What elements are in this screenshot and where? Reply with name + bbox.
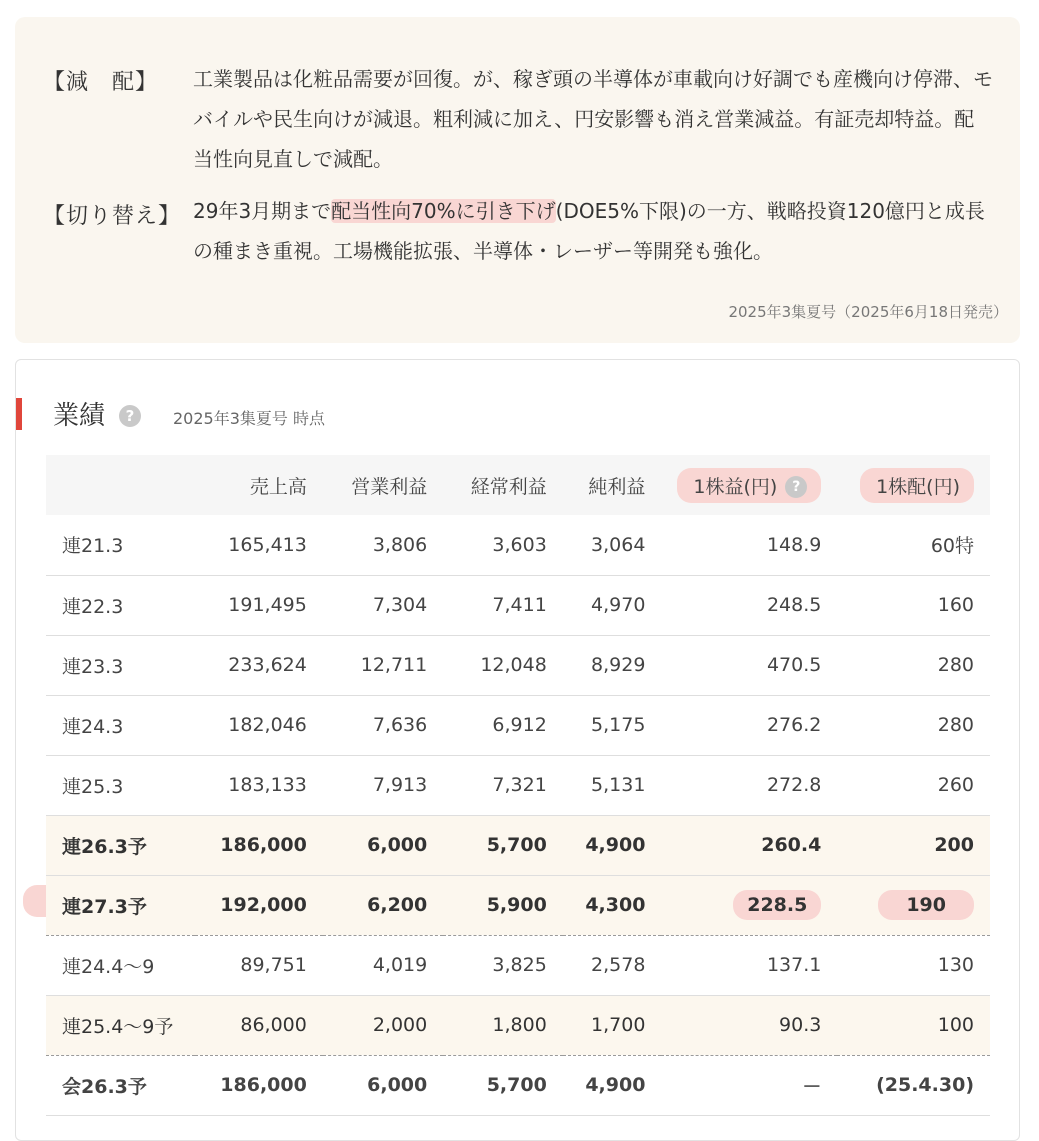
sales-cell: 192,000 — [220, 894, 307, 916]
section-title — [53, 395, 135, 432]
table-header-row — [46, 455, 990, 515]
operating-profit-cell: 3,806 — [372, 533, 428, 556]
eps-cell — [661, 875, 837, 935]
commentary-text-before: 29年3月期まで — [193, 199, 332, 223]
eps-cell: 470.5 — [766, 654, 822, 676]
operating-profit-cell: 2,000 — [372, 1014, 428, 1036]
sales-cell: 186,000 — [220, 834, 307, 856]
net-profit-cell: 4,970 — [591, 594, 646, 616]
net-profit-cell: 5,131 — [591, 774, 646, 796]
period-cell: 連25.3 — [62, 775, 124, 798]
eps-cell: 148.9 — [766, 533, 822, 556]
col-header-sales: 売上高 — [249, 475, 307, 498]
operating-profit-cell: 7,913 — [372, 774, 428, 796]
table-row — [46, 695, 990, 755]
eps-cell: 248.5 — [766, 594, 822, 616]
eps-cell: 90.3 — [779, 1014, 822, 1036]
sales-cell: 233,624 — [228, 654, 307, 676]
col-header-dps-label: 1株配(円) — [860, 468, 974, 503]
as-of-label: 2025年3集夏号 時点 — [173, 409, 325, 428]
net-profit-cell: 8,929 — [591, 654, 646, 676]
sales-cell: 186,000 — [220, 1074, 307, 1096]
operating-profit-cell: 12,711 — [360, 654, 428, 676]
table-row — [46, 755, 990, 815]
table-row — [46, 515, 990, 575]
dps-cell: 280 — [937, 714, 974, 736]
ordinary-profit-cell: 12,048 — [480, 654, 547, 676]
commentary-label: 【減 配】 — [43, 70, 159, 95]
dps-cell: (25.4.30) — [876, 1074, 974, 1096]
period-cell: 連25.4〜9予 — [62, 1015, 174, 1038]
net-profit-cell: 2,578 — [591, 954, 646, 976]
help-icon[interactable]: ? — [785, 476, 807, 498]
net-profit-cell: 5,175 — [591, 714, 646, 736]
table-row — [46, 575, 990, 635]
col-header-operating-profit: 営業利益 — [351, 475, 428, 498]
dps-cell: 280 — [937, 654, 974, 676]
commentary-text: 工業製品は化粧品需要が回復。が、稼ぎ頭の半導体が車載向け好調でも産機向け停滞、モバイルや民生向けが減退。粗利減に加え、円安影響も消え営業減益。有証売却特益。配当性向見直しで減配。 — [193, 67, 993, 171]
ordinary-profit-cell: 5,700 — [486, 1074, 547, 1096]
commentary-label: 【切り替え】 — [43, 204, 182, 229]
net-profit-cell: 4,900 — [585, 834, 646, 856]
eps-cell: 260.4 — [761, 834, 822, 856]
eps-cell: 137.1 — [766, 954, 822, 976]
operating-profit-cell: 7,636 — [372, 714, 428, 736]
ordinary-profit-cell: 5,900 — [486, 894, 547, 916]
period-cell: 連24.4〜9 — [62, 955, 155, 978]
period-cell: 会26.3予 — [62, 1075, 147, 1098]
operating-profit-cell: 6,000 — [367, 834, 428, 856]
net-profit-cell: 3,064 — [591, 533, 646, 556]
commentary-box — [15, 17, 1020, 343]
ordinary-profit-cell: 7,411 — [492, 594, 547, 616]
table-row-forecast — [46, 875, 990, 935]
eps-cell: 276.2 — [766, 714, 822, 736]
performance-table — [46, 455, 990, 1116]
operating-profit-cell: 6,000 — [367, 1074, 428, 1096]
dps-cell: 100 — [937, 1014, 974, 1036]
performance-card — [15, 359, 1020, 1141]
eps-cell: 272.8 — [766, 774, 822, 796]
ordinary-profit-cell: 5,700 — [486, 834, 547, 856]
period-cell: 連24.3 — [62, 715, 124, 738]
dps-cell — [837, 875, 990, 935]
dps-cell: 60特 — [930, 535, 974, 558]
dps-cell: 200 — [934, 834, 974, 856]
period-cell: 連22.3 — [62, 595, 124, 618]
highlighted-dps: 190 — [878, 890, 974, 920]
period-cell: 連27.3予 — [62, 895, 147, 918]
table-row — [46, 635, 990, 695]
period-cell: 連23.3 — [62, 655, 124, 678]
operating-profit-cell: 6,200 — [367, 894, 428, 916]
sales-cell: 183,133 — [228, 774, 307, 796]
commentary-text-after: (DOE5%下限)の一方、戦略投資120億円と成長の種まき重視。工場機能拡張、半導体・レーザー等開発も強化。 — [193, 199, 985, 263]
sales-cell: 182,046 — [228, 714, 307, 736]
section-title-text: 業績 — [53, 401, 106, 431]
dps-cell: 260 — [937, 774, 974, 796]
sales-cell: 191,495 — [228, 594, 307, 616]
ordinary-profit-cell: 3,603 — [492, 533, 547, 556]
ordinary-profit-cell: 3,825 — [492, 954, 547, 976]
operating-profit-cell: 7,304 — [372, 594, 428, 616]
dps-cell: 160 — [937, 594, 974, 616]
ordinary-profit-cell: 1,800 — [492, 1014, 547, 1036]
commentary-text — [193, 191, 993, 271]
highlighted-text: 配当性向70%に引き下げ — [331, 199, 556, 223]
help-icon[interactable]: ? — [119, 405, 141, 427]
sales-cell: 89,751 — [240, 954, 307, 976]
col-header-eps — [661, 455, 837, 515]
col-header-eps-label: 1株益(円) — [693, 475, 778, 498]
dps-cell: 130 — [937, 954, 974, 976]
col-header-ordinary-profit: 経常利益 — [470, 475, 547, 498]
ordinary-profit-cell: 7,321 — [492, 774, 547, 796]
period-cell: 連21.3 — [62, 535, 124, 558]
sales-cell: 165,413 — [228, 533, 307, 556]
col-header-net-profit: 純利益 — [588, 475, 646, 498]
ordinary-profit-cell: 6,912 — [492, 714, 547, 736]
col-header — [46, 455, 195, 515]
eps-cell: － — [802, 1075, 822, 1098]
operating-profit-cell: 4,019 — [372, 954, 428, 976]
period-cell: 連26.3予 — [62, 835, 147, 858]
highlighted-eps: 228.5 — [733, 890, 821, 920]
table-row-company-forecast — [46, 1055, 990, 1115]
col-header-dps — [837, 455, 990, 515]
table-row-forecast — [46, 815, 990, 875]
net-profit-cell: 4,300 — [585, 894, 646, 916]
table-row-forecast — [46, 995, 990, 1055]
net-profit-cell: 1,700 — [591, 1014, 646, 1036]
title-accent-bar — [16, 398, 22, 430]
table-row — [46, 935, 990, 995]
sales-cell: 86,000 — [240, 1014, 307, 1036]
source-note: 2025年3集夏号（2025年6月18日発売） — [728, 303, 1008, 321]
net-profit-cell: 4,900 — [585, 1074, 646, 1096]
